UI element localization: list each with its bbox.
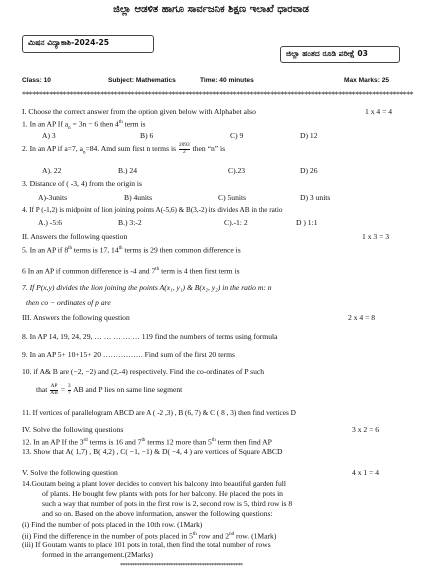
q4-option-a: A.) -5:6 [38,218,63,227]
question-14-part-ii: (ii) Find the difference in the number of pots placed in 5th row and 2nd row. (1Mark) [22,531,277,541]
q3-option-a: A)-3units [38,193,68,202]
section-4-marks: 3 x 2 = 6 [352,425,380,434]
section-3-marks: 2 x 4 = 8 [348,313,376,322]
section-1-heading: I. Choose the correct answer from the option given below with Alphabet also [22,107,256,116]
time-label: Time: 40 minutes [200,77,254,84]
question-4: 4. If P (-1,2) is midpoint of lion joining points A(-5,6) & B(3,-2) its divides AB in the ratio [22,206,283,214]
question-2: 2. In an AP if a=7, $a_n=84$. Amd sum first n terms is $\frac{2093}{2}$ then “n” is [22,142,226,156]
question-12: 12. In an AP If the 3rd terms is 16 and 7th terms 12 more than 5th term then find AP [22,437,272,447]
section-4-heading: IV. Solve the following questions [22,425,124,434]
question-14-line-2: of plants. He bought few plants with pots for her balcony. He placed the pots in [42,489,283,498]
question-14-part-iii-line-1: (iii) If Goutam wants to place 101 pots in total, then find the total number of rows [22,540,271,549]
section-2-heading: II. Answers the following question [22,232,128,241]
q2-option-b: B.) 24 [118,166,137,175]
q2-option-c: C).23 [228,166,246,175]
bottom-divider: *************************************************** [120,563,243,569]
top-divider: ******************************************************************************************************************* [22,90,414,99]
q4-option-b: B.) 3:-2 [118,218,142,227]
mission-box: ಮಿಷನ ವಿದ್ಯಾಕಾಶಿ-2024-25 [22,35,154,53]
question-10-line-1: 10. if A& B are (−2, −2) and (2,-4) respectively. Find the co-ordinates of P such [22,367,265,376]
ap-ab-fraction: $\frac{AP}{AB}$ [50,383,58,396]
q3-option-d: D) 3 units [300,193,331,202]
question-14-part-iii-line-2: formed in the arrangement.(2Marks) [42,550,153,559]
q2-option-a: A). 22 [42,166,62,175]
q1-option-c: C) 9 [230,131,244,140]
question-13: 13. Show that A( 1,7) , B( 4,2) , C( −1, −1) & D( −4, 4 ) are vertices of Square ABCD [22,447,283,456]
question-14-line-1: 14.Goutam being a plant lover decides to convert his balcony into beautiful garden full [22,479,287,488]
question-8: 8. In AP 14, 19, 24, 29, … … … … … 119 find the numbers of terms using formula [22,332,278,341]
section-1-marks: 1 x 4 = 4 [365,107,393,116]
question-5: 5. In an AP if 8th terms is 17, 14th terms is 29 then common difference is [22,245,241,255]
section-5-marks: 4 x 1 = 4 [352,468,380,477]
q2-fraction: $\frac{2093}{2}$ [178,142,190,155]
q4-option-d: D ) 1:1 [296,218,318,227]
q1-option-a: A) 3 [42,131,56,140]
class-label: Class: 10 [22,77,51,84]
question-14-line-4: and so on. Based on the above information, answer the following questions: [42,509,273,518]
question-7-line-2: then co − ordinates of p are [26,298,111,307]
question-14-line-3: such a way that number of pots in the first row is 2, second row is 5, third row is 8 [42,499,293,508]
q4-option-c: C).-1: 2 [224,218,248,227]
q1-option-d: D) 12 [300,131,318,140]
q3-option-b: B) 4units [124,193,153,202]
section-2-marks: 1 x 3 = 3 [362,232,390,241]
section-5-heading: V. Solve the following question [22,468,118,477]
q3-option-c: C) 5units [218,193,247,202]
q1-option-b: B) 6 [140,131,154,140]
q2-option-d: D) 26 [300,166,318,175]
question-11: 11. If vertices of parallelogram ABCD are A ( -2 ,3) , B (6, 7) & C ( 8 , 3) then find vertices D [22,408,296,417]
three-sevenths-fraction: $\frac{3}{7}$ [67,383,71,396]
subject-label: Subject: Mathematics [108,77,176,84]
exam-name-box: ಜಿಲ್ಲಾ ಹಂತದ ರೂಡಿ ಪರೀಕ್ಷೆ 03 [280,46,400,63]
question-6: 6 In an AP if common difference is -4 and 7th term is 4 then first term is [22,266,240,276]
section-3-heading: III. Answers the following question [22,313,130,322]
district-header-title: ಜಿಲ್ಲಾ ಆಡಳಿತ ಹಾಗೂ ಸಾರ್ವಜನಿಕ ಶಿಕ್ಷಣ ಇಲಾಖೆ ಧಾರವಾಡ [113,4,309,15]
question-14-part-i: (i) Find the number of pots placed in the 10th row. (1Mark) [22,520,203,529]
question-1: 1. In an AP If $a_n = 3n - 6$ then 4th term is [22,119,146,132]
question-10-line-2: that $\frac{AP}{AB}$ = $\frac{3}{7}$ AB and P lies on same line segment [36,383,183,396]
question-3: 3. Distance of ( -3, 4) from the origin is [22,179,142,188]
question-9: 9. In an AP 5+ 10+15+ 20 ……………. Find sum of the first 20 terms [22,350,235,359]
max-marks-label: Max Marks: 25 [344,77,390,84]
question-7-line-1: 7. If P(x,y) divides the lion joining the points A(x₁, y₁) & B(x₂, y₂) in the ratio m: n [22,283,272,292]
